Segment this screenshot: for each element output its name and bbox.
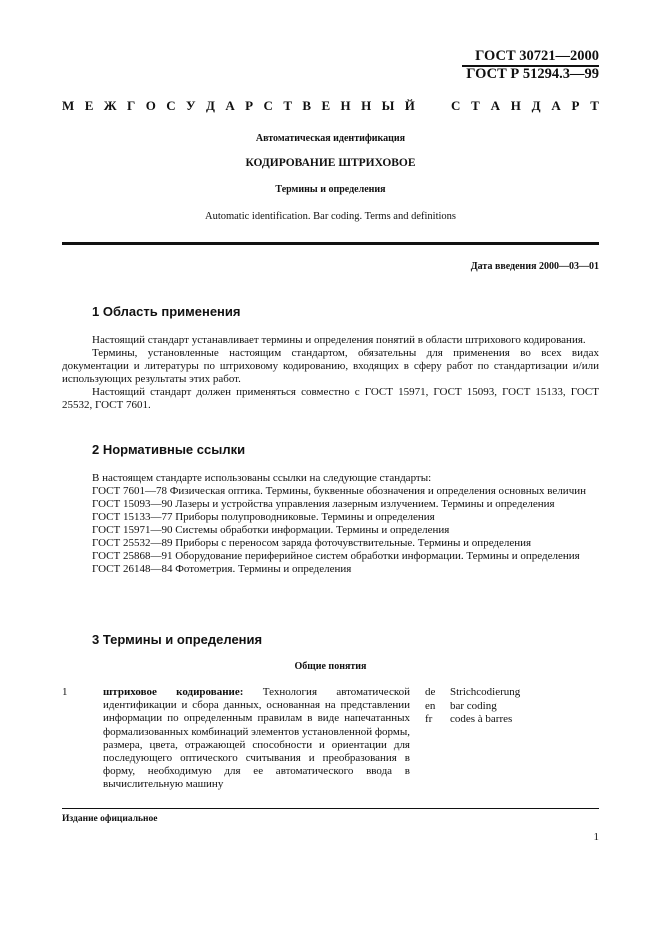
language-code: fr bbox=[425, 713, 433, 726]
banner-letter: А bbox=[225, 98, 235, 113]
title-line-3: Термины и определения bbox=[275, 184, 386, 195]
banner-letter: А bbox=[551, 98, 561, 113]
section-2-body bbox=[62, 472, 599, 576]
paragraph: Настоящий стандарт должен применяться совместно с ГОСТ 15971, ГОСТ 15093, ГОСТ 15133, ГОСТ 25532, ГОСТ 7601. bbox=[62, 386, 599, 411]
reference-item: ГОСТ 15133—77 Приборы полупроводниковые. Термины и определения bbox=[92, 511, 435, 523]
translation-text: bar coding bbox=[450, 699, 497, 712]
document-title: КОДИРОВАНИЕ ШТРИХОВОЕ bbox=[245, 157, 416, 169]
banner-letter: Е bbox=[84, 98, 94, 113]
translation-row bbox=[425, 700, 520, 714]
title-rule bbox=[62, 242, 599, 245]
banner-letter: С bbox=[451, 98, 461, 113]
banner-letter: В bbox=[302, 98, 312, 113]
term-translations bbox=[425, 686, 520, 727]
banner-letter: Ы bbox=[381, 98, 395, 113]
language-code: en bbox=[425, 699, 436, 712]
page-number: 1 bbox=[593, 831, 599, 843]
banner-letter: Г bbox=[127, 98, 136, 113]
footer-rule bbox=[62, 808, 599, 809]
banner-letter: Е bbox=[321, 98, 331, 113]
banner-letter: Н bbox=[361, 98, 372, 113]
paragraph: Настоящий стандарт устанавливает термины и определения понятий в области штрихового кодирования. bbox=[92, 334, 586, 346]
section-1-body bbox=[62, 334, 599, 412]
banner-letter: Й bbox=[404, 98, 415, 113]
paragraph: Термины, установленные настоящим стандартом, обязательны для применения во всех видах документации и литературы по штриховому кодированию, входящих в сферу работ по стандартизации и/или использующих результаты этих работ. bbox=[62, 347, 599, 385]
term-name: штриховое кодирование: bbox=[103, 686, 244, 698]
banner-letter: Ж bbox=[103, 98, 117, 113]
section-1-heading: 1 Область применения bbox=[92, 304, 241, 319]
reference-item: ГОСТ 25532—89 Приборы с переносом заряда фоточувствительные. Термины и определения bbox=[92, 537, 532, 549]
banner-letter: С bbox=[166, 98, 176, 113]
banner-letter: У bbox=[186, 98, 196, 113]
section-3-heading: 3 Термины и определения bbox=[92, 632, 263, 647]
banner-letter: Т bbox=[283, 98, 292, 113]
banner-letter: Н bbox=[510, 98, 521, 113]
banner-letter: Р bbox=[245, 98, 254, 113]
edition-label: Издание официальное bbox=[62, 814, 158, 824]
banner-letter: О bbox=[145, 98, 156, 113]
banner-letter: Т bbox=[590, 98, 599, 113]
banner-word-interstate bbox=[62, 98, 415, 114]
banner-letter: М bbox=[62, 98, 75, 113]
banner-letter: Д bbox=[531, 98, 541, 113]
term-definition bbox=[103, 686, 410, 792]
standard-banner bbox=[62, 98, 599, 114]
banner-letter: Т bbox=[471, 98, 480, 113]
reference-item: ГОСТ 15971—90 Системы обработки информации. Термины и определения bbox=[92, 524, 450, 536]
banner-letter: С bbox=[263, 98, 273, 113]
title-line-1: Автоматическая идентификация bbox=[255, 133, 406, 144]
banner-letter: Д bbox=[206, 98, 215, 113]
introduction-date: Дата введения 2000—03—01 bbox=[470, 261, 599, 272]
translation-text: codes à barres bbox=[450, 713, 513, 726]
banner-letter: Р bbox=[571, 98, 580, 113]
banner-letter: А bbox=[490, 98, 500, 113]
paragraph: В настоящем стандарте использованы ссылки на следующие стандарты: bbox=[92, 472, 432, 484]
reference-item: ГОСТ 25868—91 Оборудование периферийное систем обработки информации. Термины и определения bbox=[92, 550, 580, 562]
translation-row bbox=[425, 713, 520, 727]
translation-text: Strichcodierung bbox=[450, 686, 521, 698]
banner-word-standard bbox=[451, 98, 599, 114]
gost-number-2: ГОСТ Р 51294.3—99 bbox=[466, 66, 599, 82]
subsection-heading: Общие понятия bbox=[294, 661, 367, 672]
reference-item: ГОСТ 26148—84 Фотометрия. Термины и определения bbox=[92, 563, 352, 575]
banner-letter: Н bbox=[340, 98, 351, 113]
language-code: de bbox=[425, 686, 436, 698]
title-english: Automatic identification. Bar coding. Terms and definitions bbox=[204, 211, 456, 222]
reference-item: ГОСТ 15093—90 Лазеры и устройства управления лазерным излучением. Термины и определения bbox=[92, 498, 555, 510]
term-number: 1 bbox=[62, 686, 68, 698]
section-2-heading: 2 Нормативные ссылки bbox=[92, 442, 246, 457]
translation-row bbox=[425, 686, 520, 700]
reference-item: ГОСТ 7601—78 Физическая оптика. Термины, буквенные обозначения и определения основных величин bbox=[92, 485, 587, 497]
definition-text: Технология автоматической идентификации и сбора данных, основанная на представлении информации по определенным правилам в виде напечатанных формализованных комбинаций элементов установленной формы, размера, цвета, отражающей способности и ориентации для последующего оптического считывания и преобразования в форму, необходимую для ее автоматического ввода в вычислительную машину bbox=[103, 686, 411, 791]
gost-number-1: ГОСТ 30721—2000 bbox=[475, 48, 599, 64]
